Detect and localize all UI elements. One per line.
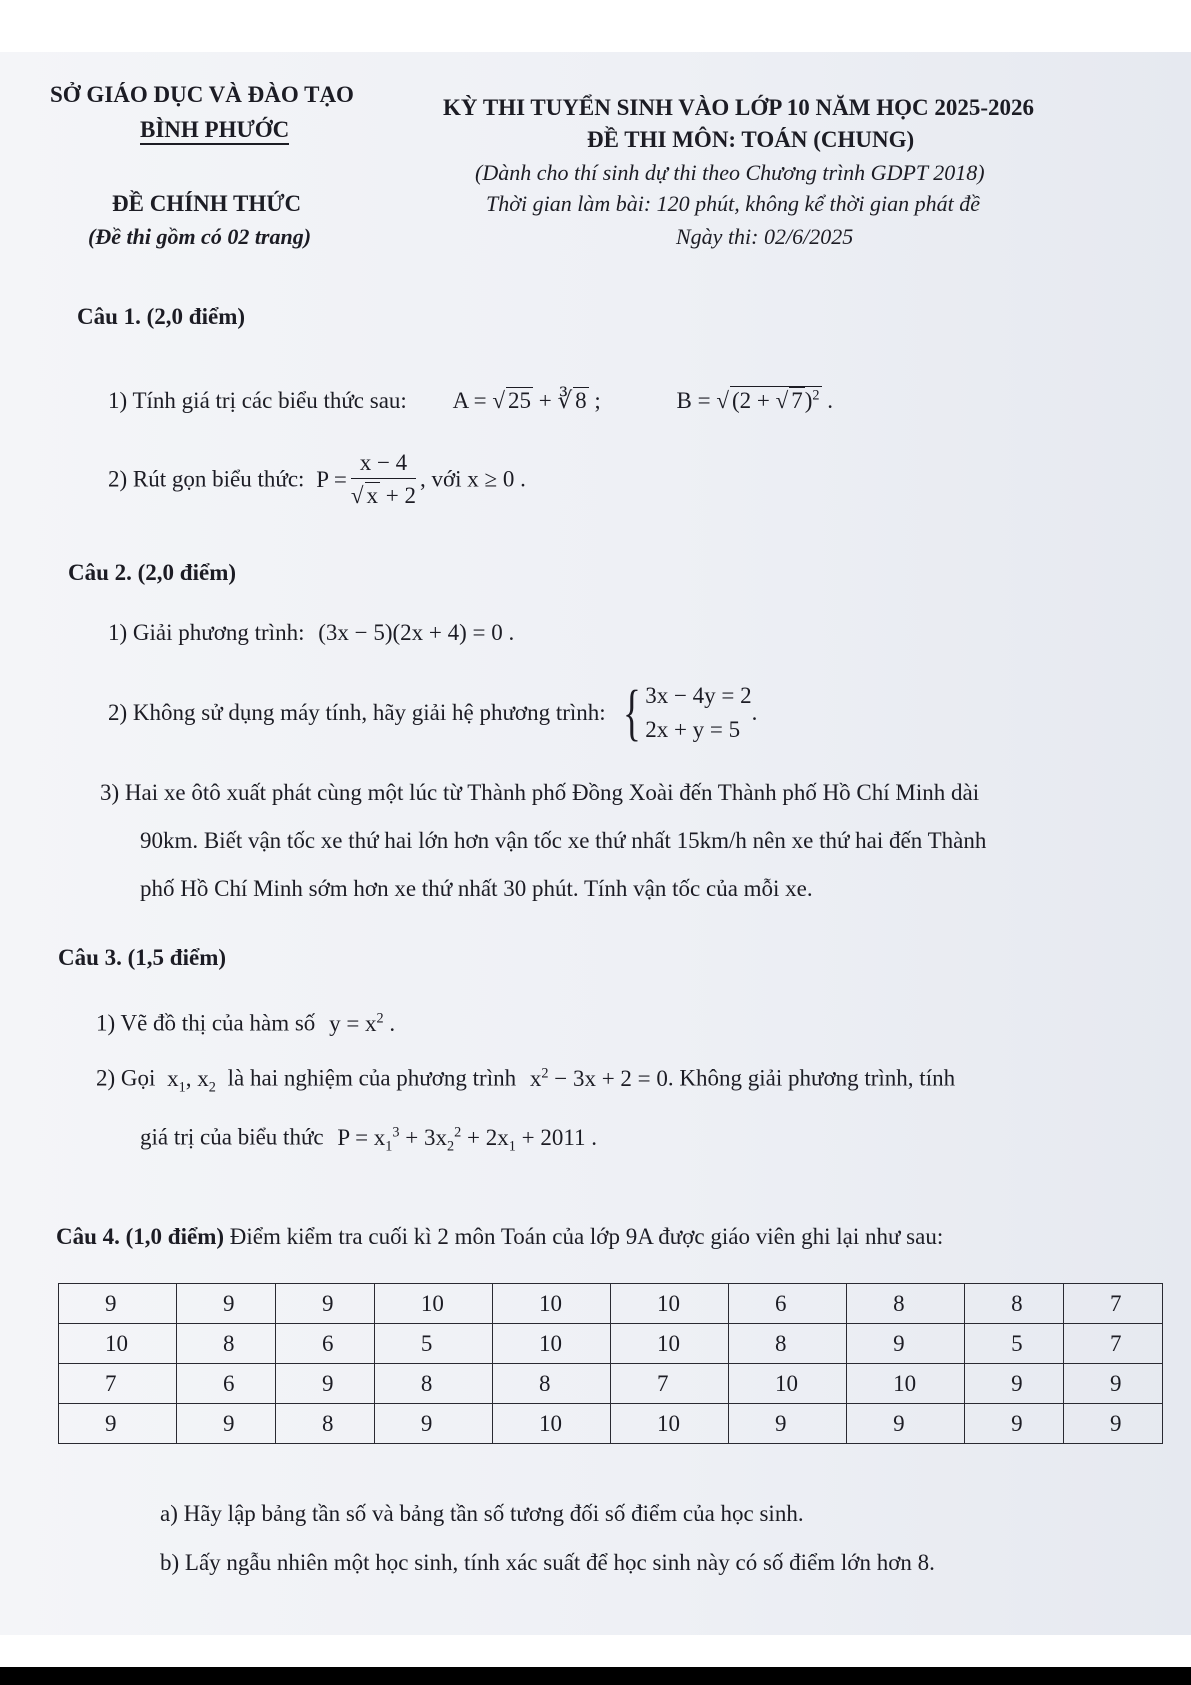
question-3-part-2-line-2: giá trị của biểu thức $P = x_1^3 + 3x_2^2 + 2x_1 + 2011$ .	[140, 1124, 598, 1155]
exam-date: Ngày thi: 02/6/2025	[676, 224, 854, 249]
question-4-part-b: b) Lấy ngẫu nhiên một học sinh, tính xác suất để học sinh này có số điểm lớn hơn 8.	[160, 1550, 935, 1575]
table-cell: 9	[177, 1284, 276, 1324]
table-row	[59, 1364, 1163, 1404]
question-3-part-1: 1) Vẽ đồ thị của hàm số $y = x^2$ .	[96, 1010, 396, 1036]
question-2-title: Câu 2. (2,0 điểm)	[68, 560, 237, 585]
question-2-part-3-line-2: 90km. Biết vận tốc xe thứ hai lớn hơn vận tốc xe thứ nhất 15km/h nên xe thứ hai đến Thành	[140, 828, 987, 853]
table-cell: 8	[847, 1284, 965, 1324]
table-cell: 6	[275, 1324, 374, 1364]
equation-system: 3x − 4y = 2 2x + y = 5	[645, 683, 752, 742]
table-cell: 7	[610, 1364, 728, 1404]
question-3-part-2: 2) Gọi $x_1$, $x_2$ là hai nghiệm của phương trình $x^2 - 3x + 2 = 0$. Không giải phương trình, tính	[96, 1065, 956, 1096]
table-cell: 10	[374, 1284, 492, 1324]
expression-a: A = √ 25 + ∛ 8 ;	[452, 388, 601, 413]
question-3-title: Câu 3. (1,5 điểm)	[58, 945, 227, 970]
question-1-title: Câu 1. (2,0 điểm)	[77, 304, 246, 329]
table-cell: 9	[965, 1364, 1064, 1404]
question-4-intro: Câu 4. (1,0 điểm) Điểm kiểm tra cuối kì 2 môn Toán của lớp 9A được giáo viên ghi lại như sau:	[56, 1224, 944, 1249]
table-cell: 9	[1064, 1404, 1163, 1444]
question-2-part-1: 1) Giải phương trình: (3x − 5)(2x + 4) = 0 .	[108, 620, 515, 645]
table-cell: 9	[177, 1404, 276, 1444]
table-row	[59, 1284, 1163, 1324]
table-cell: 9	[374, 1404, 492, 1444]
table-cell: 8	[965, 1284, 1064, 1324]
table-cell: 10	[610, 1404, 728, 1444]
table-cell: 5	[965, 1324, 1064, 1364]
table-cell: 9	[847, 1404, 965, 1444]
table-cell: 8	[177, 1324, 276, 1364]
grades-table	[58, 1283, 1163, 1444]
exam-title: KỲ THI TUYỂN SINH VÀO LỚP 10 NĂM HỌC 2025-2026	[443, 95, 1035, 120]
table-cell: 7	[1064, 1324, 1163, 1364]
table-cell: 9	[1064, 1364, 1163, 1404]
table-row	[59, 1324, 1163, 1364]
table-cell: 10	[492, 1404, 610, 1444]
table-cell: 9	[729, 1404, 847, 1444]
table-cell: 7	[1064, 1284, 1163, 1324]
table-cell: 9	[59, 1284, 177, 1324]
exam-subject: ĐỀ THI MÔN: TOÁN (CHUNG)	[587, 127, 915, 152]
table-cell: 9	[275, 1364, 374, 1404]
table-cell: 8	[374, 1364, 492, 1404]
table-cell: 10	[492, 1284, 610, 1324]
table-cell: 9	[965, 1404, 1064, 1444]
expression-b: B = √ (2 + √ 7)$^2$ .	[676, 387, 834, 413]
department-name: SỞ GIÁO DỤC VÀ ĐÀO TẠO	[50, 82, 354, 107]
province-name: BÌNH PHƯỚC	[140, 117, 289, 143]
official-label: ĐỀ CHÍNH THỨC	[112, 191, 302, 216]
time-note: Thời gian làm bài: 120 phút, không kể thời gian phát đề	[486, 191, 981, 216]
table-cell: 6	[177, 1364, 276, 1404]
question-2-part-3-line-3: phố Hồ Chí Minh sớm hơn xe thứ nhất 30 phút. Tính vận tốc của mỗi xe.	[140, 876, 813, 901]
table-cell: 7	[59, 1364, 177, 1404]
table-cell: 9	[275, 1284, 374, 1324]
pages-note: (Đề thi gồm có 02 trang)	[88, 224, 312, 249]
question-1-part-1: 1) Tính giá trị các biểu thức sau: A = √ 25 + ∛ 8 ; B = √ (2 + √ 7)$^2$ .	[108, 387, 834, 413]
table-cell: 10	[729, 1364, 847, 1404]
question-4-part-a: a) Hãy lập bảng tần số và bảng tần số tương đối số điểm của học sinh.	[160, 1501, 804, 1526]
table-cell: 10	[492, 1324, 610, 1364]
question-2-part-3-line-1: 3) Hai xe ôtô xuất phát cùng một lúc từ Thành phố Đồng Xoài đến Thành phố Hồ Chí Minh dài	[100, 780, 980, 805]
program-note: (Dành cho thí sinh dự thi theo Chương trình GDPT 2018)	[475, 160, 985, 185]
table-cell: 9	[847, 1324, 965, 1364]
table-cell: 10	[59, 1324, 177, 1364]
table-cell: 6	[729, 1284, 847, 1324]
bottom-border	[0, 1667, 1191, 1685]
fraction-p: $\frac{x - 4}{√ x + 2}$	[350, 450, 416, 508]
table-cell: 9	[59, 1404, 177, 1444]
table-cell: 5	[374, 1324, 492, 1364]
question-2-part-2: 2) Không sử dụng máy tính, hãy giải hệ phương trình: { 3x − 4y = 2 2x + y = 5.	[108, 679, 758, 747]
table-cell: 8	[492, 1364, 610, 1404]
table-row	[59, 1404, 1163, 1444]
table-cell: 8	[729, 1324, 847, 1364]
table-cell: 8	[275, 1404, 374, 1444]
question-1-part-2: 2) Rút gọn biểu thức: P = $\frac{x - 4}{√ x + 2}$ , với x ≥ 0 .	[108, 450, 526, 508]
table-cell: 10	[610, 1284, 728, 1324]
table-cell: 10	[610, 1324, 728, 1364]
table-cell: 10	[847, 1364, 965, 1404]
